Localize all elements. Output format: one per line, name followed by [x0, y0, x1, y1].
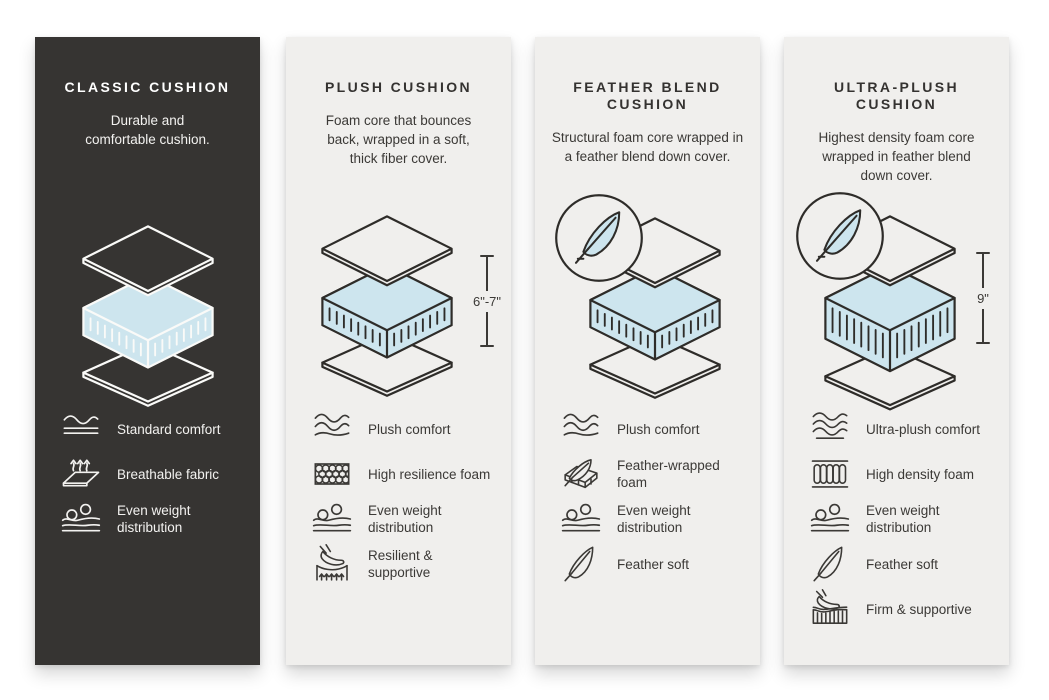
- card-description: Structural foam core wrapped in a feather blend down cover.: [551, 130, 744, 164]
- feature-item: [312, 409, 503, 449]
- height-dimension: [467, 255, 507, 347]
- feature-list: [810, 409, 1001, 634]
- height-dimension: [963, 252, 1003, 344]
- foam-cells-icon: [312, 454, 352, 494]
- feature-label: Even weight distribution: [368, 503, 442, 535]
- feature-item: [61, 454, 252, 494]
- resilient-supportive-icon: [312, 544, 352, 584]
- layered-cushion-icon: [63, 223, 233, 413]
- card-description: Durable and comfortable cushion.: [85, 113, 210, 147]
- weight-distribution-icon: [561, 499, 601, 539]
- weight-distribution-icon: [810, 499, 850, 539]
- feature-label: High resilience foam: [368, 466, 491, 482]
- feature-label: Firm & supportive: [866, 601, 972, 617]
- feature-item: [312, 454, 503, 494]
- dimension-tick: [480, 345, 494, 347]
- feature-label: High density foam: [866, 466, 975, 482]
- dimension-line: [982, 309, 984, 343]
- feature-label: Breathable fabric: [117, 466, 220, 482]
- feature-item: [312, 544, 503, 584]
- waves-icon: [312, 409, 352, 449]
- feature-item: [312, 499, 503, 539]
- feature-item: [810, 409, 1001, 449]
- card-classic-cushion: [35, 37, 260, 665]
- feather-icon: [810, 544, 850, 584]
- feature-item: [561, 544, 752, 584]
- card-ultra-plush-cushion: [784, 37, 1009, 665]
- feature-label: Feather soft: [866, 556, 939, 572]
- card-description: Highest density foam core wrapped in feather blend down cover.: [818, 130, 975, 183]
- card-feather-blend-cushion: [535, 37, 760, 665]
- dimension-line: [982, 254, 984, 288]
- card-title: CLASSIC CUSHION: [64, 79, 231, 95]
- waves-icon: [61, 409, 101, 449]
- feature-label: Resilient & supportive: [368, 548, 433, 580]
- feature-item: [810, 589, 1001, 629]
- feature-item: [561, 409, 752, 449]
- feature-label: Even weight distribution: [117, 503, 191, 535]
- feature-item: [810, 499, 1001, 539]
- feature-item: [810, 454, 1001, 494]
- feature-label: Ultra-plush comfort: [866, 421, 981, 437]
- feature-label: Even weight distribution: [866, 503, 940, 535]
- feature-item: [61, 409, 252, 449]
- feather-wrapped-foam-icon: [561, 454, 601, 494]
- feature-item: [61, 499, 252, 539]
- dimension-label: 9": [977, 290, 989, 306]
- feather-badge-icon: [553, 192, 645, 284]
- feature-label: Plush comfort: [617, 421, 700, 437]
- card-plush-cushion: [286, 37, 511, 665]
- dimension-line: [486, 257, 488, 291]
- feature-list: [61, 409, 252, 544]
- feature-list: [561, 409, 752, 589]
- card-title: FEATHER BLEND CUSHION: [573, 79, 722, 112]
- feature-item: [561, 454, 752, 494]
- feature-label: Feather soft: [617, 556, 690, 572]
- weight-distribution-icon: [312, 499, 352, 539]
- firm-supportive-icon: [810, 589, 850, 629]
- breathable-icon: [61, 454, 101, 494]
- feature-list: [312, 409, 503, 589]
- feature-item: [561, 499, 752, 539]
- card-title: PLUSH CUSHION: [324, 79, 473, 95]
- high-density-foam-icon: [810, 454, 850, 494]
- cushion-illustration: [35, 213, 260, 427]
- feather-icon: [561, 544, 601, 584]
- weight-distribution-icon: [61, 499, 101, 539]
- feature-label: Even weight distribution: [617, 503, 691, 535]
- feature-item: [810, 544, 1001, 584]
- waves-icon: [561, 409, 601, 449]
- waves-icon: [810, 409, 850, 449]
- dimension-tick: [976, 342, 990, 344]
- dimension-label: 6"-7": [472, 293, 502, 309]
- card-description: Foam core that bounces back, wrapped in a soft, thick fiber cover.: [325, 113, 472, 166]
- feature-label: Feather-wrapped foam: [617, 458, 720, 490]
- dimension-line: [486, 312, 488, 346]
- feature-label: Plush comfort: [368, 421, 451, 437]
- feature-label: Standard comfort: [117, 421, 221, 437]
- layered-cushion-icon: [302, 213, 472, 403]
- feather-badge-icon: [794, 190, 886, 282]
- card-title: ULTRA-PLUSH CUSHION: [834, 79, 959, 112]
